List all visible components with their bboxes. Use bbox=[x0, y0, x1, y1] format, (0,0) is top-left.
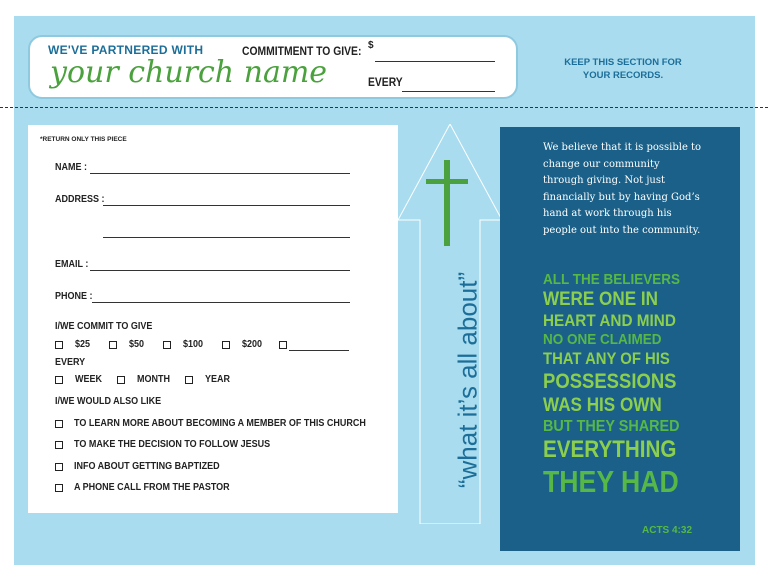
period-checkbox-month[interactable] bbox=[117, 376, 125, 384]
option-checkbox-baptized[interactable] bbox=[55, 463, 63, 471]
address-field-line2[interactable] bbox=[103, 237, 350, 238]
period-checkbox-week[interactable] bbox=[55, 376, 63, 384]
option-label-member: TO LEARN MORE ABOUT BECOMING A MEMBER OF THIS CHURCH bbox=[74, 418, 366, 429]
verse-line: THEY HAD bbox=[543, 464, 679, 499]
phone-label: PHONE : bbox=[55, 291, 93, 302]
cut-line bbox=[0, 107, 768, 108]
also-heading: I/WE WOULD ALSO LIKE bbox=[55, 396, 162, 407]
amount-label-100: $100 bbox=[183, 339, 204, 350]
return-note: *RETURN ONLY THIS PIECE bbox=[40, 136, 127, 143]
period-label-month: MONTH bbox=[137, 374, 171, 385]
amount-label-200: $200 bbox=[242, 339, 263, 350]
tagline-container bbox=[440, 240, 496, 520]
belief-statement: We believe that it is possible to change our community through giving. Not just financially but by having God’s hand at work through his people out into the community. bbox=[543, 142, 702, 236]
amount-checkbox-200[interactable] bbox=[222, 341, 230, 349]
option-checkbox-member[interactable] bbox=[55, 420, 63, 428]
verse-line: THAT ANY OF HIS bbox=[543, 350, 670, 368]
amount-label-25: $25 bbox=[75, 339, 91, 350]
church-name: your church name bbox=[50, 55, 328, 90]
verse-line: POSSESSIONS bbox=[543, 370, 677, 393]
amount-checkbox-other[interactable] bbox=[279, 341, 287, 349]
partnered-label: WE'VE PARTNERED WITH bbox=[48, 43, 204, 57]
name-field[interactable] bbox=[90, 173, 350, 174]
every-heading: EVERY bbox=[55, 357, 86, 368]
verse-line: EVERYTHING bbox=[543, 436, 677, 463]
keep-records-line1: KEEP THIS SECTION FOR bbox=[564, 57, 682, 68]
verse-line: NO ONE CLAIMED bbox=[543, 331, 662, 348]
commitment-amount-field[interactable] bbox=[375, 61, 495, 62]
address-label: ADDRESS : bbox=[55, 194, 105, 205]
records-stub bbox=[28, 35, 518, 99]
verse-reference: ACTS 4:32 bbox=[642, 525, 693, 536]
keep-records-note bbox=[558, 56, 688, 82]
amount-checkbox-50[interactable] bbox=[109, 341, 117, 349]
dollar-sign: $ bbox=[368, 40, 374, 51]
commit-heading: I/WE COMMIT TO GIVE bbox=[55, 321, 153, 332]
phone-field[interactable] bbox=[92, 302, 350, 303]
keep-records-line2: YOUR RECORDS. bbox=[582, 70, 664, 81]
verse-block bbox=[543, 271, 733, 500]
verse-line: WAS HIS OWN bbox=[543, 395, 662, 416]
verse-line: WERE ONE IN bbox=[543, 289, 658, 310]
verse-panel bbox=[500, 127, 740, 551]
period-checkbox-year[interactable] bbox=[185, 376, 193, 384]
address-field-line1[interactable] bbox=[103, 205, 350, 206]
option-checkbox-follow-jesus[interactable] bbox=[55, 441, 63, 449]
amount-label-50: $50 bbox=[129, 339, 145, 350]
commitment-label: COMMITMENT TO GIVE: bbox=[242, 46, 362, 58]
option-label-baptized: INFO ABOUT GETTING BAPTIZED bbox=[74, 461, 220, 472]
amount-checkbox-25[interactable] bbox=[55, 341, 63, 349]
every-frequency-field[interactable] bbox=[402, 91, 495, 92]
period-label-week: WEEK bbox=[75, 374, 102, 385]
option-label-follow-jesus: TO MAKE THE DECISION TO FOLLOW JESUS bbox=[74, 439, 271, 450]
option-label-pastor-call: A PHONE CALL FROM THE PASTOR bbox=[74, 482, 230, 493]
email-field[interactable] bbox=[90, 270, 350, 271]
email-label: EMAIL : bbox=[55, 259, 89, 270]
amount-checkbox-100[interactable] bbox=[163, 341, 171, 349]
response-form bbox=[28, 125, 398, 513]
name-label: NAME : bbox=[55, 162, 88, 173]
option-checkbox-pastor-call[interactable] bbox=[55, 484, 63, 492]
tagline: “what it’s all about” bbox=[452, 271, 483, 489]
amount-other-field[interactable] bbox=[289, 350, 349, 351]
every-label: EVERY bbox=[368, 77, 403, 89]
verse-line: BUT THEY SHARED bbox=[543, 418, 680, 435]
verse-line: ALL THE BELIEVERS bbox=[543, 271, 681, 288]
verse-line: HEART AND MIND bbox=[543, 311, 676, 330]
period-label-year: YEAR bbox=[205, 374, 231, 385]
